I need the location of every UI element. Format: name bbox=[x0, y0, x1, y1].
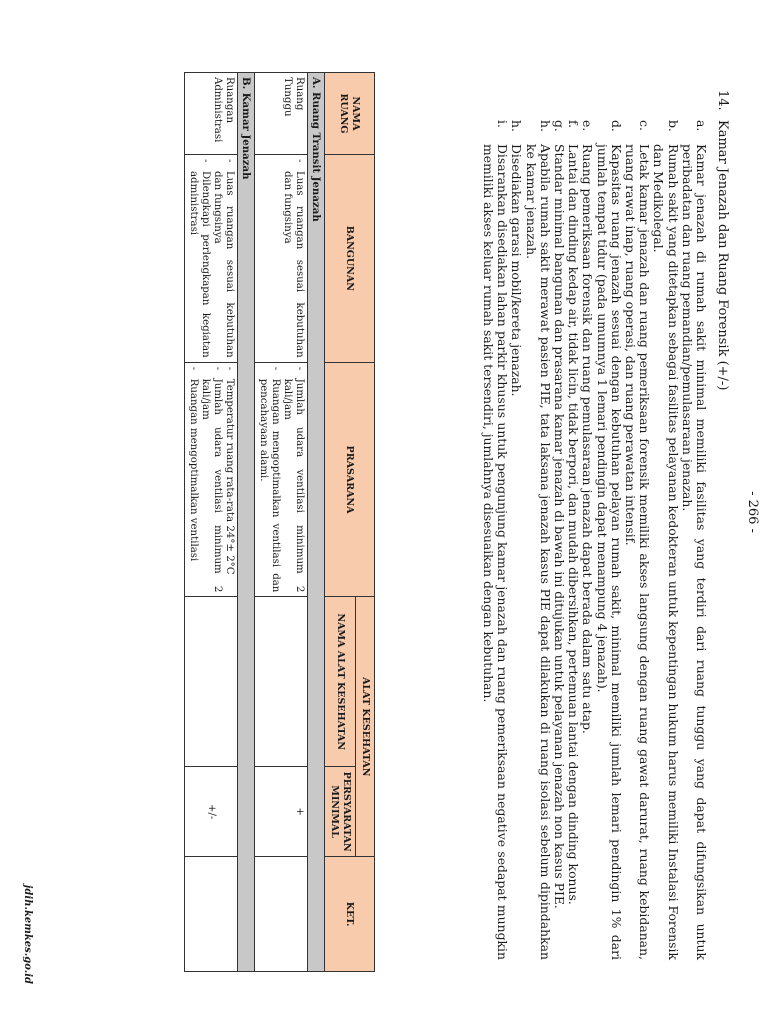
list-item bbox=[523, 120, 551, 960]
section-heading bbox=[715, 90, 730, 390]
item-mark: i. bbox=[495, 120, 511, 128]
item-text: Letak kamar jenazah dan ruang pemeriksaan forensik memiliki akses langsung dengan ruang gawat darurat, ruang kebidanan, ruang rawat inap, ruang operasi, dan ruang perawatan intensif. bbox=[622, 144, 653, 960]
cell-persyaratan: + bbox=[255, 767, 308, 857]
cell-prasarana bbox=[185, 362, 238, 597]
cell-ket bbox=[255, 857, 308, 972]
item-text: Lantai dan dinding kedap air, tidak licin, tidak berpori, dan mudah dibersihkan, pertemuan lantai dengan dinding konus. bbox=[566, 144, 582, 905]
cell-prasarana bbox=[255, 362, 308, 597]
header-alat-kesehatan: ALAT KESEHATAN bbox=[356, 597, 375, 857]
list-item bbox=[651, 120, 679, 960]
bullet-item: -Luas ruangan sesuai kebutuhan dan fungsinya bbox=[282, 158, 305, 358]
bullet-item: -Temperatur ruang rata-rata 24°± 2°C bbox=[224, 366, 235, 575]
header-nama-alat: NAMA ALAT KESEHATAN bbox=[325, 597, 356, 767]
cell-nama-ruang: Ruangan Administrasi bbox=[185, 73, 238, 155]
cell-nama-alat bbox=[255, 597, 308, 767]
bullet-text: Temperatur ruang rata-rata 24°± 2°C bbox=[224, 378, 235, 575]
item-mark: h. bbox=[509, 120, 525, 132]
cell-persyaratan: +/- bbox=[185, 767, 238, 857]
cell-ket bbox=[185, 857, 238, 972]
item-mark: e. bbox=[580, 120, 596, 132]
bullet-item: -Luas ruangan sesuai kebutuhan dan fungsinya bbox=[212, 158, 235, 358]
table-row bbox=[185, 73, 238, 972]
list-item bbox=[580, 120, 594, 960]
footer-source: jdih.kemkes.go.id bbox=[22, 884, 33, 984]
item-text: Ruang pemeriksaan forensik dan ruang pemulasaraan jenazah dapat berada dalam satu atap. bbox=[580, 144, 596, 734]
header-nama-ruang: NAMA RUANG bbox=[325, 73, 375, 155]
bullet-item: -Jumlah udara ventilasi minimum 2 kali/jam bbox=[282, 366, 305, 593]
header-bangunan: BANGUNAN bbox=[325, 154, 375, 362]
item-mark: g. bbox=[551, 120, 567, 132]
item-mark: h. bbox=[537, 120, 553, 132]
cell-nama-alat bbox=[185, 597, 238, 767]
item-mark: b. bbox=[665, 120, 681, 132]
bullet-item: -Ruangan mengoptimalkan ventilasi dan pencahayaan alami. bbox=[258, 366, 281, 593]
bullet-text: Luas ruangan sesuai kebutuhan dan fungsinya bbox=[282, 170, 305, 358]
list-item bbox=[566, 120, 580, 960]
item-text: Disarankan disediakan lahan parkir khusus untuk pengunjung kamar jenazah dan ruang pemeriksaan negative sedapat mungkin memiliki akses keluar rumah sakit tersendiri, jumlahnya disesuaikan dengan kebutuhan. bbox=[480, 144, 511, 960]
cell-bangunan bbox=[185, 154, 238, 362]
item-text: Kamar jenazah di rumah sakit minimal memiliki fasilitas yang terdiri dari ruang tunggu yang dapat difungsikan untuk peribadatan dan ruang pemandian/pemulasaraan jenazah. bbox=[679, 144, 709, 960]
item-text: Disediakan garasi mobil/kereta jenazah. bbox=[509, 144, 525, 397]
bullet-text: Ruangan mengoptimalkan ventilasi dan pencahayaan alami. bbox=[258, 378, 281, 593]
section-title: Kamar Jenazah dan Ruang Forensik (+/-) bbox=[715, 120, 730, 391]
item-mark: f. bbox=[566, 120, 582, 129]
cell-nama-ruang: Ruang Tunggu bbox=[255, 73, 308, 155]
header-prasarana: PRASARANA bbox=[325, 362, 375, 597]
item-text: Rumah sakit yang ditetapkan sebagai fasilitas pelayanan kedokteran untuk kepentingan hukum harus memiliki Instalasi Forensik dan Medikolegal. bbox=[651, 144, 681, 960]
cell-bangunan bbox=[255, 154, 308, 362]
list-item bbox=[623, 120, 651, 960]
bullet-text: Jumlah udara ventilasi minimum 2 kali/jam bbox=[282, 378, 305, 593]
list-item bbox=[552, 120, 566, 960]
header-ket: KET. bbox=[325, 857, 375, 972]
section-row bbox=[238, 73, 255, 972]
bullet-text: Ruangan mengoptimalkan ventilasi bbox=[188, 378, 199, 562]
bullet-item: -Ruangan mengoptimalkan ventilasi bbox=[188, 366, 199, 562]
list-item bbox=[481, 120, 509, 960]
item-text: Kapasitas ruang jenazah sesuai dengan kebutuhan pelayan rumah sakit, minimal memiliki jumlah lemari pendingin 1% dari jumlah tempat tidur (pada umumnya 1 lemari pendingin dapat menampung 4 jenazah). bbox=[594, 144, 624, 960]
bullet-text: Dilengkapi perlengkapan kegiatan administrasi bbox=[188, 170, 211, 358]
item-text: Apabila rumah sakit merawat pasien PIE, tata laksana jenazah kasus PIE dapat dilakukan di ruang isolasi sebelum dipindahkan ke kamar jenazah. bbox=[523, 144, 553, 960]
list-item bbox=[680, 120, 708, 960]
bullet-item: -Jumlah udara ventilasi minimum 2 kali/jam bbox=[200, 366, 223, 593]
table-row bbox=[255, 73, 308, 972]
header-persyaratan: PERSYARATAN MINIMAL bbox=[325, 767, 356, 857]
facility-table bbox=[184, 72, 375, 972]
section-label: A. Ruang Transit Jenazah bbox=[308, 73, 325, 972]
list-item bbox=[509, 120, 523, 960]
item-mark: c. bbox=[637, 120, 653, 131]
requirement-list bbox=[481, 120, 708, 960]
item-mark: d. bbox=[608, 120, 624, 132]
section-row bbox=[308, 73, 325, 972]
item-mark: a. bbox=[694, 120, 709, 132]
list-item bbox=[594, 120, 622, 960]
bullet-text: Luas ruangan sesuai kebutuhan dan fungsinya bbox=[212, 170, 235, 358]
item-text: Standar minimal bangunan dan prasarana kamar jenazah di bawah ini ditujukan untuk pelayanan jenazah non kasus PIE. bbox=[551, 144, 567, 909]
page-number: - 266 - bbox=[745, 491, 760, 533]
section-number: 14. bbox=[715, 90, 730, 111]
bullet-item: -Dilengkapi perlengkapan kegiatan administrasi bbox=[188, 158, 211, 358]
section-label: B. Kamar Jenazah bbox=[238, 73, 255, 972]
bullet-text: Jumlah udara ventilasi minimum 2 kali/jam bbox=[200, 378, 223, 593]
